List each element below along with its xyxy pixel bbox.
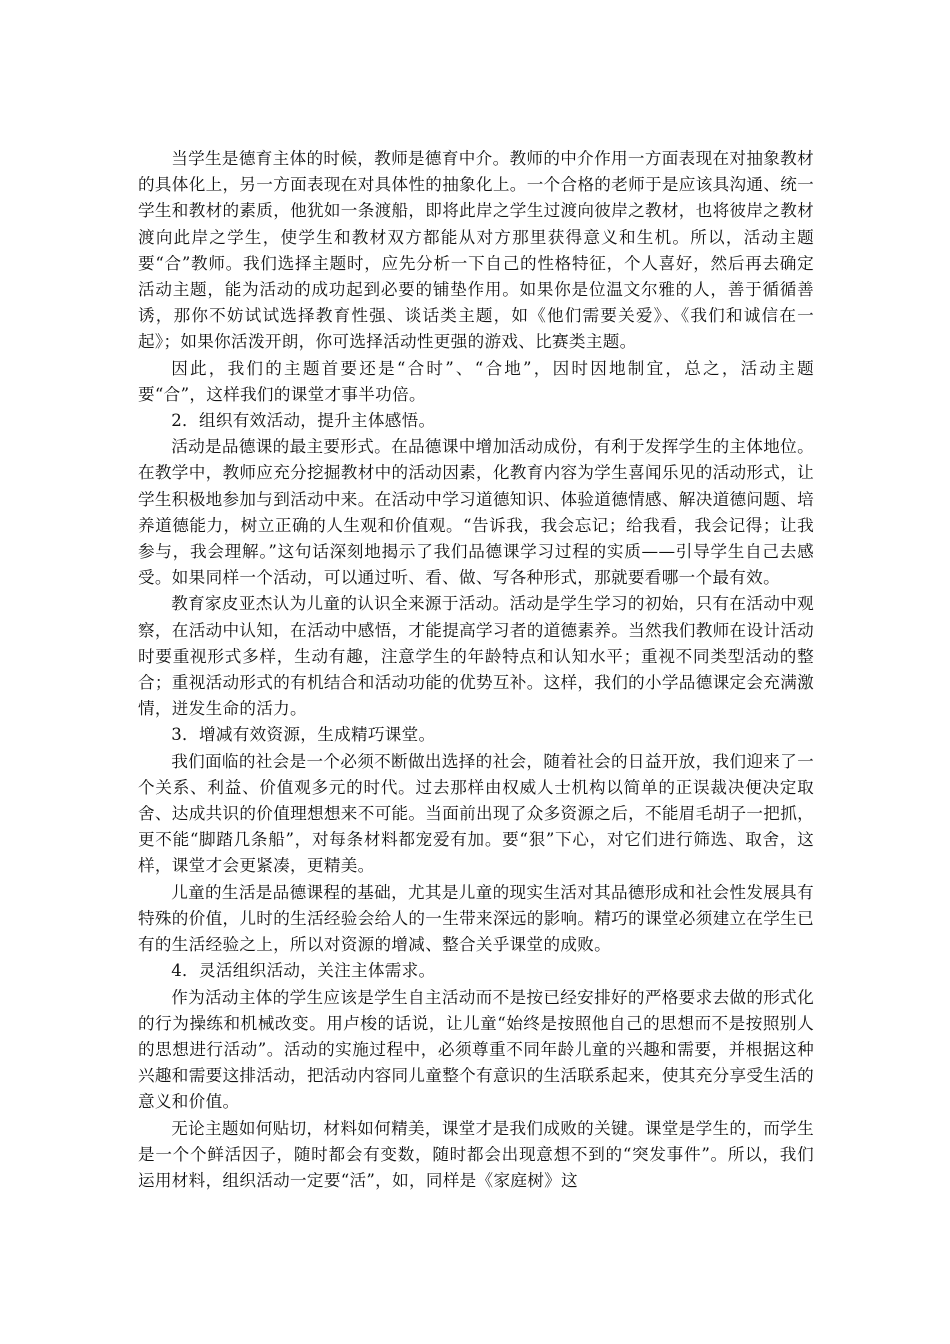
paragraph-student-subject: 作为活动主体的学生应该是学生自主活动而不是按已经安排好的严格要求去做的形式化的行为操练和机械改变。用卢梭的话说，让儿童“始终是按照他自己的思想而不是按照别人的思想进行活动”。活动的实施过程中，必须尊重不同年龄儿童的兴趣和需要，并根据这种兴趣和需要这排活动，把活动内容同儿童整个有意识的生活联系起来，使其充分享受生活的意义和价值。 [138, 987, 814, 1112]
document-body [138, 146, 814, 1194]
paragraph-piaget: 教育家皮亚杰认为儿童的认识全来源于活动。活动是学生学习的初始，只有在活动中观察，在活动中认知，在活动中感悟，才能提高学习者的道德素养。当然我们教师在设计活动时要重视形式多样，生动有趣，注意学生的年龄特点和认知水平；重视不同类型活动的整合；重视活动形式的有机结合和活动功能的优势互补。这样，我们的小学品德课定会充满激情，迸发生命的活力。 [138, 594, 814, 719]
paragraph-theme-fit: 因此，我们的主题首要还是“合时”、“合地”，因时因地制宜，总之，活动主题要“合”，这样我们的课堂才事半功倍。 [138, 358, 814, 404]
paragraph-resource-selection: 我们面临的社会是一个必须不断做出选择的社会，随着社会的日益开放，我们迎来了一个关系、利益、价值观多元的时代。过去那样由权威人士机构以简单的正误裁决便决定取舍、达成共识的价值理想想来不可能。当面前出现了众多资源之后，不能眉毛胡子一把抓，更不能“脚踏几条船”，对每条材料都宠爱有加。要“狠”下心，对它们进行筛选、取舍，这样，课堂才会更紧凑，更精美。 [138, 751, 814, 876]
section-heading-2: 2．组织有效活动，提升主体感悟。 [171, 411, 436, 431]
paragraph-teacher-mediator: 当学生是德育主体的时候，教师是德育中介。教师的中介作用一方面表现在对抽象教材的具体化上，另一方面表现在对具体性的抽象化上。一个合格的老师于是应该具沟通、统一学生和教材的素质，他犹如一条渡船，即将此岸之学生过渡向彼岸之教材，也将彼岸之教材渡向此岸之学生，使学生和教材双方都能从对方那里获得意义和生机。所以，活动主题要“合”教师。我们选择主题时，应先分析一下自己的性格特征，个人喜好，然后再去确定活动主题，能为活动的成功起到必要的铺垫作用。如果你是位温文尔雅的人，善于循循善诱，那你不妨试试选择教育性强、谈话类主题，如《他们需要关爱》、《我们和诚信在一起》；如果你活泼开朗，你可选择活动性更强的游戏、比赛类主题。 [138, 149, 814, 352]
paragraph-activity-form: 活动是品德课的最主要形式。在品德课中增加活动成份，有利于发挥学生的主体地位。在教学中，教师应充分挖掘教材中的活动因素，化教育内容为学生喜闻乐见的活动形式，让学生积极地参加与到活动中来。在活动中学习道德知识、体验道德情感、解决道德问题、培养道德能力，树立正确的人生观和价值观。“告诉我，我会忘记；给我看，我会记得；让我参与，我会理解。”这句话深刻地揭示了我们品德课学习过程的实质——引导学生自己去感受。如果同样一个活动，可以通过听、看、做、写各种形式，那就要看哪一个最有效。 [138, 437, 814, 588]
section-heading-3: 3．增减有效资源，生成精巧课堂。 [171, 725, 436, 745]
paragraph-child-life: 儿童的生活是品德课程的基础，尤其是儿童的现实生活对其品德形成和社会性发展具有特殊的价值，儿时的生活经验会给人的一生带来深远的影响。精巧的课堂必须建立在学生已有的生活经验之上，所以对资源的增减、整合关乎课堂的成败。 [138, 882, 814, 955]
paragraph-classroom-key: 无论主题如何贴切，材料如何精美，课堂才是我们成败的关键。课堂是学生的，而学生是一个个鲜活因子，随时都会有变数，随时都会出现意想不到的“突发事件”。所以，我们运用材料，组织活动一定要“活”，如，同样是《家庭树》这 [138, 1118, 814, 1190]
section-heading-4: 4．灵活组织活动，关注主体需求。 [171, 961, 436, 981]
